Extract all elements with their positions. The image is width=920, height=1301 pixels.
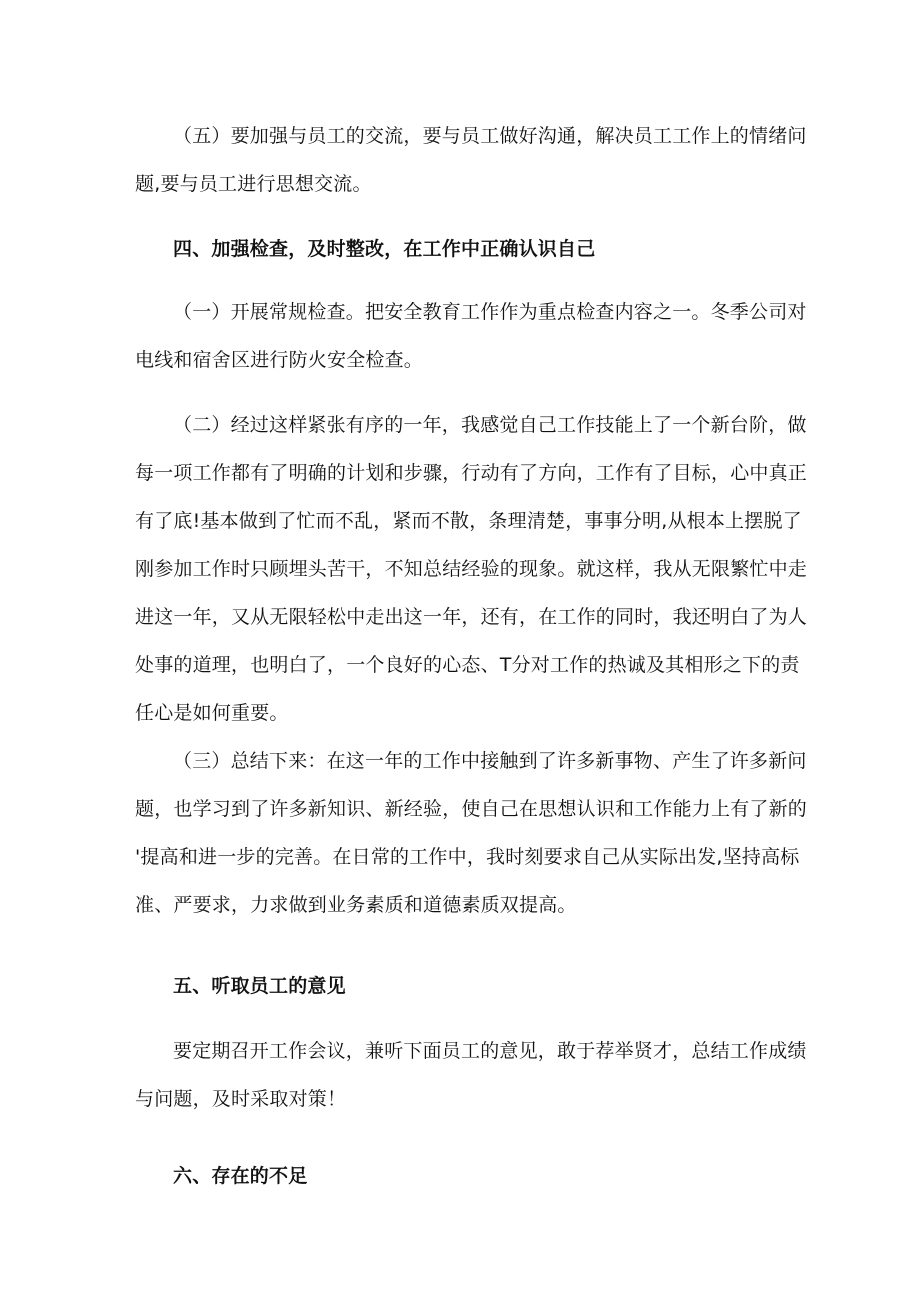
text-line: 要定期召开工作会议，兼听下面员工的意见，敢于荐举贤才，总结工作成绩 xyxy=(173,1040,807,1062)
text-line: 电线和宿舍区进行防火安全检查。 xyxy=(135,349,424,371)
text-line: （一）开展常规检查。把安全教育工作作为重点检查内容之一。冬季公司对 xyxy=(173,301,807,323)
text-line: 处事的道理，也明白了，一个良好的心态、T分对工作的热诚及其相形之下的责 xyxy=(135,654,800,676)
paragraph-summary xyxy=(135,737,808,929)
text-line: 题,要与员工进行思想交流。 xyxy=(135,173,372,195)
paragraph-staff-opinions xyxy=(135,1027,807,1123)
heading-text: 四、加强检查，及时整改，在工作中正确认识自己 xyxy=(173,238,596,260)
heading-five xyxy=(135,962,785,1010)
text-line: （三）总结下来：在这一年的工作中接触到了许多新事物、产生了许多新问 xyxy=(173,750,807,772)
paragraph-year-review xyxy=(135,401,808,737)
text-line: 准、严要求，力求做到业务素质和道德素质双提高。 xyxy=(135,894,577,916)
text-line: 每一项工作都有了明确的计划和步骤，行动有了方向，工作有了目标，心中真正 xyxy=(135,462,808,484)
heading-six xyxy=(135,1152,785,1200)
heading-four xyxy=(135,225,785,273)
text-line: 刚参加工作时只顾埋头苦干，不知总结经验的现象。就这样，我从无限繁忙中走 xyxy=(135,558,808,580)
text-line: （五）要加强与员工的交流，要与员工做好沟通，解决员工工作上的情绪问 xyxy=(173,125,807,147)
heading-text: 五、听取员工的意见 xyxy=(173,975,346,997)
paragraph-section-five xyxy=(135,112,807,208)
text-line: （二）经过这样紧张有序的一年，我感觉自己工作技能上了一个新台阶，做 xyxy=(173,414,807,436)
text-line: 题，也学习到了许多新知识、新经验，使自己在思想认识和工作能力上有了新的 xyxy=(135,798,808,820)
text-line: 任心是如何重要。 xyxy=(135,702,289,724)
text-line: 进这一年，又从无限轻松中走出这一年，还有，在工作的同时，我还明白了为人 xyxy=(135,606,808,628)
text-line: '提高和进一步的完善。在日常的工作中，我时刻要求自己从实际出发,坚持高标 xyxy=(135,846,800,868)
text-line: 与问题，及时采取对策！ xyxy=(135,1088,347,1110)
heading-text: 六、存在的不足 xyxy=(173,1165,308,1187)
paragraph-routine-inspection xyxy=(135,288,807,384)
text-line: 有了底!基本做到了忙而不乱，紧而不散，条理清楚，事事分明,从根本上摆脱了 xyxy=(135,510,802,532)
